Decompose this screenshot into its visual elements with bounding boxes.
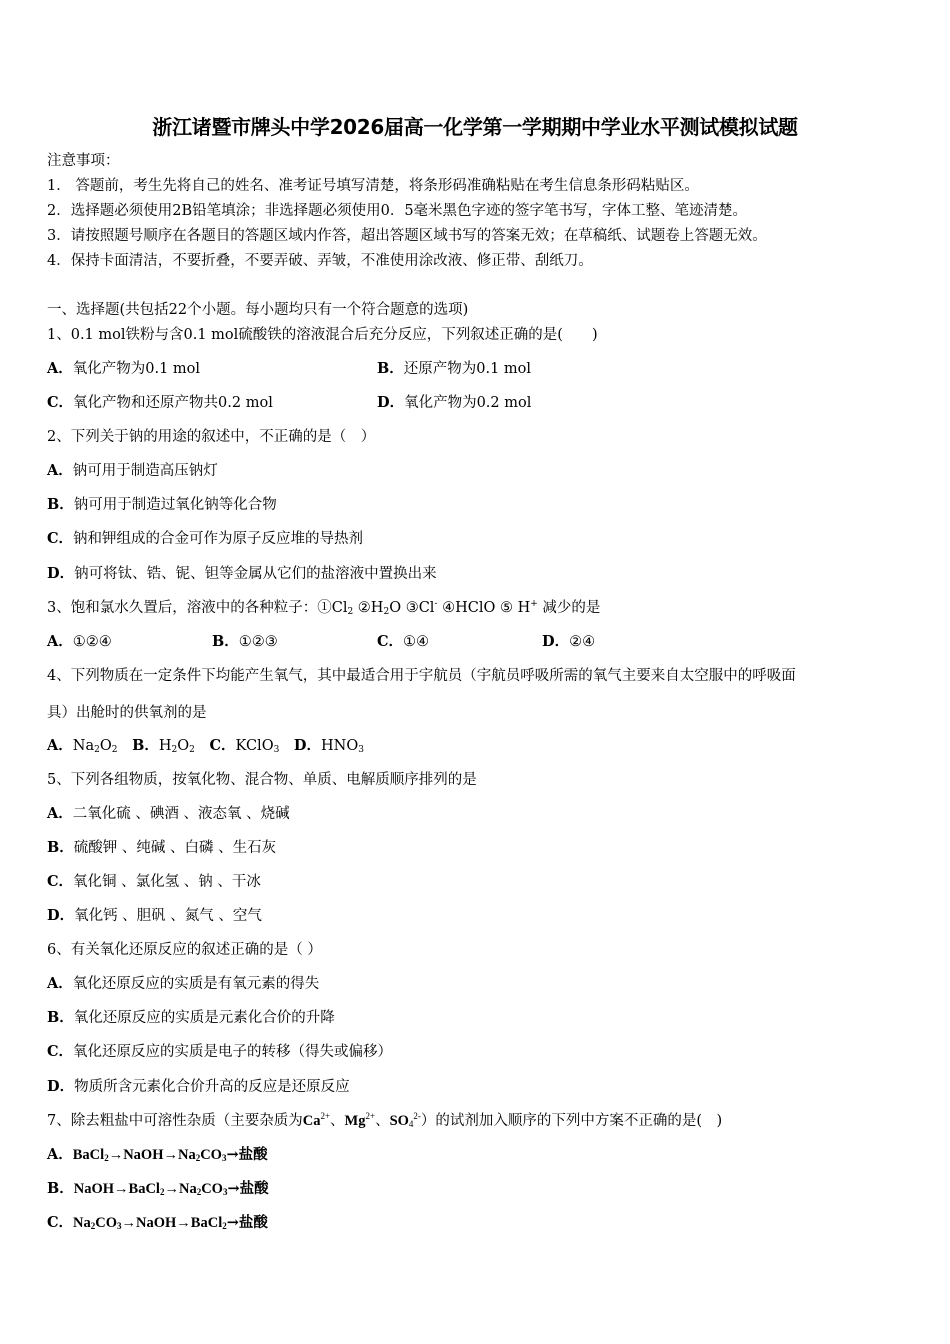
q7-stem [47, 1111, 722, 1131]
superscript: 2+ [320, 1111, 331, 1121]
q3-option-b [212, 632, 278, 652]
subscript: 2 [104, 1153, 109, 1163]
superscript: 2+ [365, 1111, 376, 1121]
option-text: Na [73, 1215, 91, 1231]
q3-stem-text: 减少的是 [537, 600, 601, 616]
notice-item-2: 2．选择题必须使用2B铅笔填涂；非选择题必须使用0．5毫米黑色字迹的签字笔书写，字体工整、笔迹清楚。 [47, 203, 748, 219]
option-letter: D． [47, 565, 75, 582]
option-letter: C． [47, 530, 74, 547]
q5-option-b [47, 838, 276, 858]
option-letter: D． [377, 394, 405, 411]
subscript: 2 [90, 1221, 96, 1231]
option-text: NaOH→BaCl [73, 1181, 160, 1197]
superscript: + [530, 599, 538, 609]
option-letter: D． [47, 1078, 75, 1095]
option-text: 氧化产物为0.1 mol [72, 361, 201, 377]
subscript: 3 [117, 1221, 122, 1231]
notice-heading: 注意事项： [47, 153, 120, 169]
q1-option-b [377, 359, 531, 379]
option-letter: A． [47, 1146, 73, 1163]
q6-option-b [47, 1008, 335, 1028]
option-text: 氧化还原反应的实质是有氧元素的得失 [72, 976, 320, 992]
q5-option-c [47, 872, 261, 892]
q1-option-c [47, 393, 273, 413]
option-text: 氧化铜 、氯化氢 、钠 、干冰 [73, 874, 261, 890]
superscript: - [434, 599, 438, 609]
subscript: 2 [196, 1187, 202, 1197]
option-letter: B． [47, 839, 74, 856]
option-letter: B． [132, 737, 159, 754]
subscript: 2 [383, 607, 390, 617]
option-text: →盐酸 [226, 1146, 268, 1163]
option-text: O [99, 738, 112, 754]
q3-option-d [542, 632, 595, 652]
q4-option-a [47, 736, 117, 756]
subscript: 2 [171, 745, 178, 755]
option-letter: B． [212, 633, 239, 650]
subscript: 2 [189, 745, 195, 755]
subscript: 3 [273, 745, 280, 755]
q3-stem-text: O ③Cl [389, 600, 435, 616]
option-letter: C． [209, 737, 236, 754]
q4-stem-line-1: 4、下列物质在一定条件下均能产生氧气，其中最适合用于宇航员（宇航员呼吸所需的氧气主要来自太空服中的呼吸面 [47, 668, 796, 684]
section-title: 一、选择题(共包括22个小题。每小题均只有一个符合题意的选项) [47, 302, 469, 318]
option-letter: C． [47, 1043, 74, 1060]
option-text: →NaOH→Na [108, 1147, 196, 1163]
q6-option-c [47, 1042, 392, 1062]
q4-option-d [294, 736, 364, 756]
option-text: H [158, 738, 172, 754]
option-text: 氧化还原反应的实质是元素化合价的升降 [73, 1010, 335, 1026]
option-text: O [177, 738, 190, 754]
option-letter: A． [47, 805, 73, 822]
q6-stem: 6、有关氧化还原反应的叙述正确的是（ ） [47, 942, 322, 958]
q7-option-c [47, 1213, 268, 1233]
option-letter: B． [47, 1180, 74, 1197]
q3-stem-text: 3、饱和氯水久置后，溶液中的各种粒子：①Cl [47, 600, 348, 616]
option-text: CO [200, 1147, 222, 1163]
option-text: KClO [235, 738, 274, 754]
q5-option-d [47, 906, 262, 926]
option-text: 物质所含元素化合价升高的反应是还原反应 [74, 1079, 350, 1095]
q7-option-b [47, 1179, 269, 1199]
q2-option-b [47, 495, 277, 515]
q3-option-c [377, 632, 429, 652]
option-text: Na [72, 738, 95, 754]
separator: 、 [330, 1113, 345, 1129]
q5-stem: 5、下列各组物质，按氧化物、混合物、单质、电解质顺序排列的是 [47, 772, 477, 788]
option-text: 钠可用于制造过氧化钠等化合物 [73, 497, 277, 513]
q7-stem-text: ）的试剂加入顺序的下列中方案不正确的是( ) [420, 1113, 723, 1129]
subscript: 3 [222, 1187, 228, 1197]
option-letter: A． [47, 360, 73, 377]
q3-stem-text: ④HClO ⑤ H [437, 600, 531, 616]
option-letter: B． [47, 496, 74, 513]
option-text: ②④ [569, 634, 596, 650]
option-letter: B． [47, 1009, 74, 1026]
option-letter: A． [47, 462, 73, 479]
subscript: 2 [111, 745, 118, 755]
ion-formula: Ca [302, 1113, 321, 1129]
option-text: ①②④ [72, 634, 112, 650]
option-text: 硫酸钾 、纯碱 、白磷 、生石灰 [73, 840, 277, 856]
subscript: 2 [195, 1153, 201, 1163]
option-letter: A． [47, 975, 73, 992]
option-text: →Na [164, 1181, 197, 1197]
option-text: 还原产物为0.1 mol [403, 361, 532, 377]
option-letter: D． [542, 633, 570, 650]
option-letter: C． [47, 394, 74, 411]
option-text: ①②③ [238, 634, 278, 650]
q1-option-d [377, 393, 531, 413]
q6-option-a [47, 974, 319, 994]
subscript: 3 [221, 1153, 227, 1163]
q4-option-b [132, 736, 195, 756]
notice-item-4: 4．保持卡面清洁，不要折叠，不要弄破、弄皱，不准使用涂改液、修正带、刮纸刀。 [47, 253, 593, 269]
q2-option-a [47, 461, 218, 481]
option-text: ①④ [403, 634, 430, 650]
option-text: CO [95, 1215, 118, 1231]
subscript: 2 [94, 745, 100, 755]
separator: 、 [375, 1113, 390, 1129]
option-letter: D． [293, 737, 321, 754]
q6-option-d [47, 1077, 350, 1097]
option-text: 氧化还原反应的实质是电子的转移（得失或偏移） [73, 1044, 393, 1060]
option-text: 二氧化硫 、碘酒 、液态氧 、烧碱 [72, 806, 290, 822]
page-title: 浙江诸暨市牌头中学2026届高一化学第一学期期中学业水平测试模拟试题 [152, 115, 798, 139]
subscript: 2 [222, 1221, 227, 1231]
q3-option-a [47, 632, 112, 652]
option-text: HNO [321, 738, 359, 754]
option-letter: A． [47, 633, 73, 650]
option-letter: A． [47, 737, 73, 754]
ion-formula: SO [389, 1113, 409, 1129]
superscript: 2- [413, 1111, 421, 1121]
q2-option-c [47, 529, 363, 549]
subscript: 3 [358, 745, 364, 755]
option-text: CO [201, 1181, 223, 1197]
ion-formula: Mg [344, 1113, 366, 1129]
q4-stem-line-2: 具）出舱时的供氧剂的是 [47, 705, 207, 721]
option-letter: C． [377, 633, 404, 650]
subscript: 2 [159, 1187, 165, 1197]
q7-stem-text: 7、除去粗盐中可溶性杂质（主要杂质为 [47, 1113, 303, 1129]
q3-stem-text: ②H [353, 600, 384, 616]
notice-item-1: 1． 答题前，考生先将自己的姓名、准考证号填写清楚，将条形码准确粘贴在考生信息条形码粘贴区。 [47, 178, 699, 194]
q3-stem [47, 598, 600, 618]
option-letter: C． [47, 1214, 74, 1231]
notice-item-3: 3．请按照题号顺序在各题目的答题区域内作答，超出答题区域书写的答案无效；在草稿纸、试题卷上答题无效。 [47, 228, 767, 244]
q1-option-a [47, 359, 200, 379]
option-text: →盐酸 [226, 1214, 268, 1231]
q5-option-a [47, 804, 290, 824]
option-text: 氧化产物和还原产物共0.2 mol [73, 395, 273, 411]
q4-options [47, 736, 374, 756]
option-text: BaCl [72, 1147, 105, 1163]
q2-option-d [47, 564, 437, 584]
option-letter: D． [47, 907, 75, 924]
q1-stem: 1、0.1 mol铁粉与含0.1 mol硫酸铁的溶液混合后充分反应，下列叙述正确的是( ) [47, 327, 598, 343]
option-text: →NaOH→BaCl [121, 1215, 223, 1231]
option-text: 氧化产物为0.2 mol [404, 395, 532, 411]
option-letter: C． [47, 873, 74, 890]
q7-option-a [47, 1145, 268, 1165]
option-text: 钠可将钛、锆、铌、钽等金属从它们的盐溶液中置换出来 [74, 566, 437, 582]
q4-option-c [209, 736, 279, 756]
option-letter: B． [377, 360, 404, 377]
subscript: 2 [347, 607, 354, 617]
subscript: 4 [408, 1119, 414, 1129]
option-text: 氧化钙 、胆矾 、氮气 、空气 [74, 908, 262, 924]
option-text: →盐酸 [227, 1180, 269, 1197]
option-text: 钠和钾组成的合金可作为原子反应堆的导热剂 [73, 531, 364, 547]
option-text: 钠可用于制造高压钠灯 [72, 463, 218, 479]
q2-stem: 2、下列关于钠的用途的叙述中，不正确的是（ ） [47, 429, 376, 445]
